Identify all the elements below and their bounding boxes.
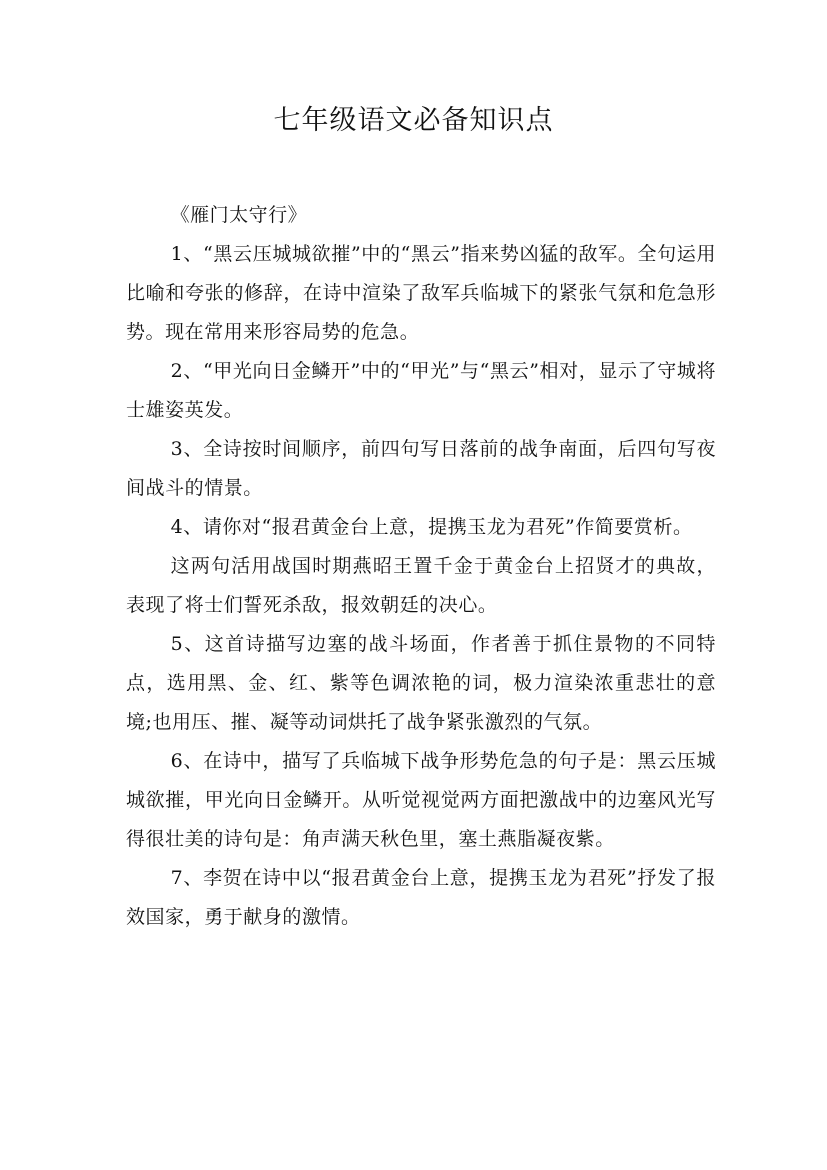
paragraph-1: 1、“黑云压城城欲摧”中的“黑云”指来势凶猛的敌军。全句运用比喻和夸张的修辞，在诗中渲染了敌军兵临城下的紧张气氛和危急形势。现在常用来形容局势的危急。 (126, 243, 716, 343)
document-title: 七年级语文必备知识点 (273, 105, 554, 136)
paragraph-5: 5、这首诗描写边塞的战斗场面，作者善于抓住景物的不同特点，选用黑、金、红、紫等色调浓艳的词，极力渲染浓重悲壮的意境;也用压、摧、凝等动词烘托了战争紧张激烈的气氛。 (126, 633, 716, 733)
paragraph-6: 6、在诗中，描写了兵临城下战争形势危急的句子是：黑云压城城欲摧，甲光向日金鳞开。从听觉视觉两方面把激战中的边塞风光写得很壮美的诗句是：角声满天秋色里，塞土燕脂凝夜紫。 (126, 750, 716, 850)
poem-title: 《雁门太守行》 (170, 204, 308, 226)
paragraph-4: 4、请你对“报君黄金台上意，提携玉龙为君死”作简要赏析。 (170, 516, 693, 538)
paragraph-3: 3、全诗按时间顺序，前四句写日落前的战争南面，后四句写夜间战斗的情景。 (126, 438, 716, 499)
paragraph-2: 2、“甲光向日金鳞开”中的“甲光”与“黑云”相对，显示了守城将士雄姿英发。 (126, 360, 716, 421)
document-body (126, 196, 716, 937)
paragraph-4-answer: 这两句活用战国时期燕昭王置千金于黄金台上招贤才的典故，表现了将士们誓死杀敌，报效朝廷的决心。 (126, 555, 716, 616)
paragraph-7: 7、李贺在诗中以“报君黄金台上意，提携玉龙为君死”抒发了报效国家，勇于献身的激情。 (126, 867, 716, 928)
